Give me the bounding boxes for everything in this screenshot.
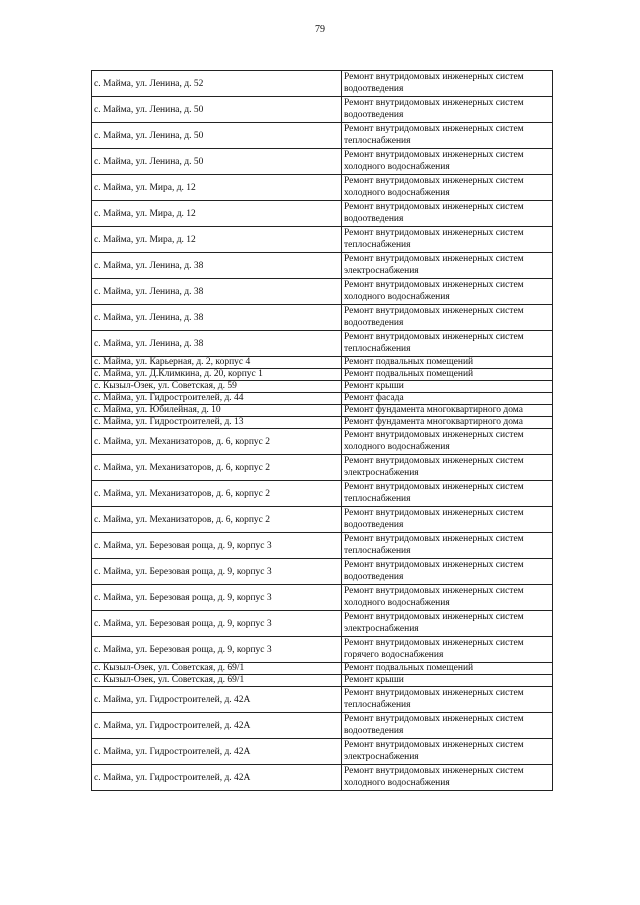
address-cell: с. Майма, ул. Березовая роща, д. 9, корпус 3 (92, 585, 342, 611)
address-cell: с. Майма, ул. Ленина, д. 52 (92, 71, 342, 97)
work-type-cell: Ремонт внутридомовых инженерных систем теплоснабжения (342, 687, 553, 713)
work-type-cell: Ремонт внутридомовых инженерных систем холодного водоснабжения (342, 429, 553, 455)
table-row (92, 97, 553, 123)
address-cell: с. Майма, ул. Гидростроителей, д. 13 (92, 417, 342, 429)
address-cell: с. Майма, ул. Ленина, д. 38 (92, 305, 342, 331)
work-type-cell: Ремонт внутридомовых инженерных систем водоотведения (342, 201, 553, 227)
table-row (92, 675, 553, 687)
work-type-cell: Ремонт внутридомовых инженерных систем водоотведения (342, 97, 553, 123)
table-row (92, 687, 553, 713)
table-row (92, 279, 553, 305)
address-cell: с. Майма, ул. Ленина, д. 50 (92, 123, 342, 149)
address-cell: с. Кызыл-Озек, ул. Советская, д. 69/1 (92, 663, 342, 675)
work-type-cell: Ремонт подвальных помещений (342, 663, 553, 675)
work-type-cell: Ремонт фундамента многоквартирного дома (342, 417, 553, 429)
address-cell: с. Майма, ул. Ленина, д. 38 (92, 253, 342, 279)
address-cell: с. Майма, ул. Юбилейная, д. 10 (92, 405, 342, 417)
address-cell: с. Майма, ул. Березовая роща, д. 9, корпус 3 (92, 637, 342, 663)
address-cell: с. Майма, ул. Гидростроителей, д. 42А (92, 765, 342, 791)
work-type-cell: Ремонт внутридомовых инженерных систем холодного водоснабжения (342, 175, 553, 201)
work-type-cell: Ремонт внутридомовых инженерных систем теплоснабжения (342, 481, 553, 507)
table-row (92, 227, 553, 253)
table-row (92, 123, 553, 149)
address-cell: с. Майма, ул. Гидростроителей, д. 42А (92, 739, 342, 765)
works-table-container (91, 70, 552, 791)
table-row (92, 429, 553, 455)
table-row (92, 369, 553, 381)
table-row (92, 713, 553, 739)
work-type-cell: Ремонт внутридомовых инженерных систем теплоснабжения (342, 533, 553, 559)
table-row (92, 149, 553, 175)
address-cell: с. Майма, ул. Ленина, д. 38 (92, 279, 342, 305)
address-cell: с. Майма, ул. Мира, д. 12 (92, 227, 342, 253)
work-type-cell: Ремонт подвальных помещений (342, 369, 553, 381)
table-row (92, 331, 553, 357)
work-type-cell: Ремонт внутридомовых инженерных систем электроснабжения (342, 611, 553, 637)
table-row (92, 455, 553, 481)
work-type-cell: Ремонт фундамента многоквартирного дома (342, 405, 553, 417)
table-row (92, 481, 553, 507)
address-cell: с. Майма, ул. Ленина, д. 38 (92, 331, 342, 357)
address-cell: с. Майма, ул. Механизаторов, д. 6, корпус 2 (92, 507, 342, 533)
work-type-cell: Ремонт внутридомовых инженерных систем водоотведения (342, 305, 553, 331)
table-row (92, 357, 553, 369)
table-row (92, 739, 553, 765)
table-row (92, 507, 553, 533)
table-row (92, 417, 553, 429)
address-cell: с. Майма, ул. Механизаторов, д. 6, корпус 2 (92, 429, 342, 455)
table-row (92, 637, 553, 663)
work-type-cell: Ремонт внутридомовых инженерных систем холодного водоснабжения (342, 765, 553, 791)
work-type-cell: Ремонт внутридомовых инженерных систем холодного водоснабжения (342, 149, 553, 175)
address-cell: с. Майма, ул. Березовая роща, д. 9, корпус 3 (92, 611, 342, 637)
address-cell: с. Майма, ул. Мира, д. 12 (92, 201, 342, 227)
table-row (92, 253, 553, 279)
works-table-body (92, 71, 553, 791)
work-type-cell: Ремонт внутридомовых инженерных систем горячего водоснабжения (342, 637, 553, 663)
table-row (92, 533, 553, 559)
work-type-cell: Ремонт внутридомовых инженерных систем холодного водоснабжения (342, 279, 553, 305)
table-row (92, 405, 553, 417)
table-row (92, 663, 553, 675)
work-type-cell: Ремонт внутридомовых инженерных систем водоотведения (342, 507, 553, 533)
work-type-cell: Ремонт внутридомовых инженерных систем холодного водоснабжения (342, 585, 553, 611)
work-type-cell: Ремонт внутридомовых инженерных систем электроснабжения (342, 455, 553, 481)
table-row (92, 765, 553, 791)
table-row (92, 611, 553, 637)
address-cell: с. Майма, ул. Ленина, д. 50 (92, 149, 342, 175)
address-cell: с. Майма, ул. Гидростроителей, д. 42А (92, 713, 342, 739)
work-type-cell: Ремонт внутридомовых инженерных систем теплоснабжения (342, 123, 553, 149)
table-row (92, 71, 553, 97)
work-type-cell: Ремонт крыши (342, 675, 553, 687)
address-cell: с. Майма, ул. Березовая роща, д. 9, корпус 3 (92, 559, 342, 585)
address-cell: с. Майма, ул. Д.Климкина, д. 20, корпус 1 (92, 369, 342, 381)
table-row (92, 201, 553, 227)
address-cell: с. Майма, ул. Мира, д. 12 (92, 175, 342, 201)
work-type-cell: Ремонт фасада (342, 393, 553, 405)
work-type-cell: Ремонт внутридомовых инженерных систем электроснабжения (342, 253, 553, 279)
table-row (92, 381, 553, 393)
work-type-cell: Ремонт внутридомовых инженерных систем теплоснабжения (342, 331, 553, 357)
table-row (92, 175, 553, 201)
work-type-cell: Ремонт подвальных помещений (342, 357, 553, 369)
work-type-cell: Ремонт внутридомовых инженерных систем водоотведения (342, 559, 553, 585)
address-cell: с. Кызыл-Озек, ул. Советская, д. 69/1 (92, 675, 342, 687)
address-cell: с. Майма, ул. Гидростроителей, д. 44 (92, 393, 342, 405)
work-type-cell: Ремонт внутридомовых инженерных систем водоотведения (342, 713, 553, 739)
work-type-cell: Ремонт внутридомовых инженерных систем теплоснабжения (342, 227, 553, 253)
page-number: 79 (315, 24, 325, 35)
table-row (92, 393, 553, 405)
works-table (91, 70, 553, 791)
table-row (92, 585, 553, 611)
table-row (92, 559, 553, 585)
work-type-cell: Ремонт внутридомовых инженерных систем водоотведения (342, 71, 553, 97)
work-type-cell: Ремонт крыши (342, 381, 553, 393)
address-cell: с. Майма, ул. Гидростроителей, д. 42А (92, 687, 342, 713)
address-cell: с. Майма, ул. Ленина, д. 50 (92, 97, 342, 123)
address-cell: с. Майма, ул. Механизаторов, д. 6, корпус 2 (92, 481, 342, 507)
work-type-cell: Ремонт внутридомовых инженерных систем электроснабжения (342, 739, 553, 765)
address-cell: с. Майма, ул. Березовая роща, д. 9, корпус 3 (92, 533, 342, 559)
address-cell: с. Майма, ул. Механизаторов, д. 6, корпус 2 (92, 455, 342, 481)
address-cell: с. Майма, ул. Карьерная, д. 2, корпус 4 (92, 357, 342, 369)
table-row (92, 305, 553, 331)
address-cell: с. Кызыл-Озек, ул. Советская, д. 59 (92, 381, 342, 393)
